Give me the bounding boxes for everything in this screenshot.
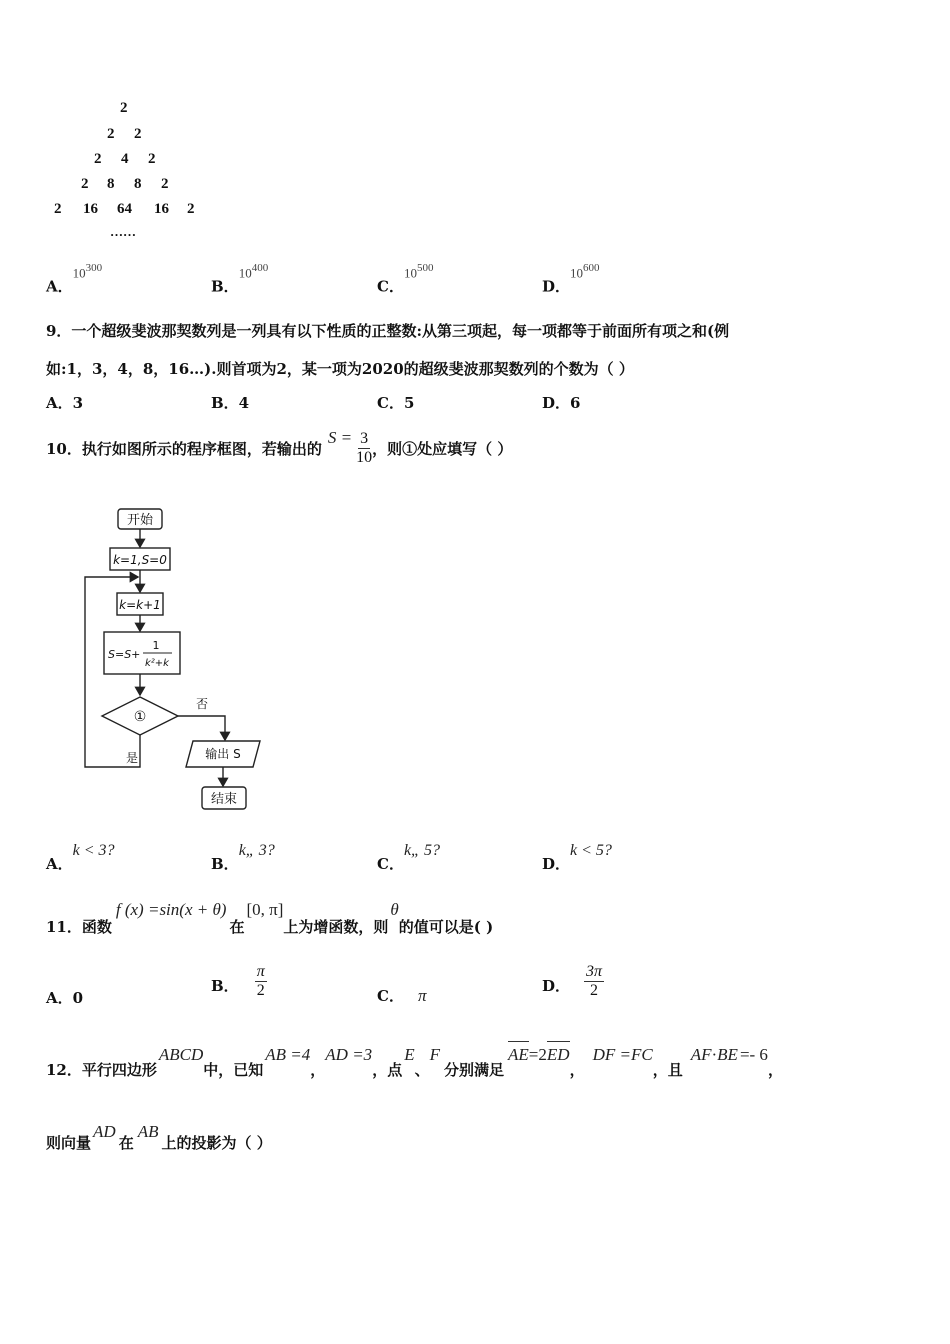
flow-inc-label: k=k+1 [119,598,161,612]
flow-yes-label: 是 [126,751,139,765]
q11-option-a[interactable]: A．0 [46,989,84,1007]
flow-sum-left: S=S+ [108,648,141,661]
q9-option-a[interactable]: A．3 [46,394,84,412]
q11-option-c[interactable]: C． π [377,986,427,1005]
flow-init-label: k=1,S=0 [113,553,167,567]
tri-cell: 2 [134,126,142,142]
tri-cell: 2 [120,100,128,116]
flow-start-label: 开始 [126,513,154,528]
tri-cell: 2 [54,201,62,217]
flow-sum-num: 1 [152,639,160,652]
q9-option-c[interactable]: C．5 [377,394,415,412]
tri-cell: 2 [107,126,115,142]
q12-stem-line2: 则向量 AD 在 AB 上的投影为（ ） [46,1122,272,1152]
flow-sum-den: k²+k [145,658,169,669]
flow-end-label: 结束 [210,792,238,807]
q10-option-a[interactable]: A．k < 3? [46,842,115,873]
q8-option-c[interactable]: C．$10^{500}$ [377,262,434,296]
tri-cell: 2 [81,176,89,192]
q12-stem-line1: 12．平行四边形 ABCD 中，已知 AB =4 ， AD =3 ，点 E 、 F 分别满足 AE =2 ED ， DF =FC ，且 AF · BE =- 6 ， [46,1045,783,1079]
q8-option-b[interactable]: B．$10^{400}$ [211,262,269,296]
q9-option-b[interactable]: B．4 [211,394,250,412]
tri-ellipsis: …… [110,224,136,239]
flow-no-label: 否 [196,697,209,711]
q10-option-b[interactable]: B．k„ 3? [211,842,275,873]
tri-cell: 64 [117,201,132,217]
flow-output-label: 输出 S [205,747,241,761]
tri-cell: 2 [148,151,156,167]
tri-cell: 2 [94,151,102,167]
q11-option-d[interactable]: D． $\frac{3\pi}{2}$ [542,963,603,999]
q10-option-d[interactable]: D．k < 5? [542,842,612,873]
flow-condition-label: ① [133,709,147,725]
q11-stem: 11．函数 f (x) =sin(x + θ) 在 [0, π] 上为增函数，则 θ 的值可以是( ) [46,900,494,936]
q11-option-b[interactable]: B． $\frac{\pi}{2}$ [211,963,265,999]
q10-fraction: $\frac{3}{10}$ [356,429,373,466]
q8-option-a[interactable]: A．$10^{300}$ [46,262,103,296]
q10-flowchart [80,505,280,815]
q8-option-d[interactable]: D．$10^{600}$ [542,262,600,296]
tri-cell: 4 [121,151,129,167]
tri-cell: 16 [154,201,169,217]
tri-cell: 8 [107,176,115,192]
tri-cell: 16 [83,201,98,217]
tri-cell: 8 [134,176,142,192]
q9-stem-line1: 9．一个超级斐波那契数列是一列具有以下性质的正整数:从第三项起，每一项都等于前面所有项之和(例 [46,322,730,340]
tri-cell: 2 [187,201,195,217]
tri-cell: 2 [161,176,169,192]
q10-stem: 10．执行如图所示的程序框图，若输出的 S = $\frac{3}{10}$ ，则①处应填写（ ） [46,428,513,466]
q9-option-d[interactable]: D．6 [542,394,581,412]
q10-option-c[interactable]: C．k„ 5? [377,842,440,873]
q9-stem-line2: 如:1，3，4，8，16…).则首项为2，某一项为2020的超级斐波那契数列的个数为（ ） [46,360,634,378]
